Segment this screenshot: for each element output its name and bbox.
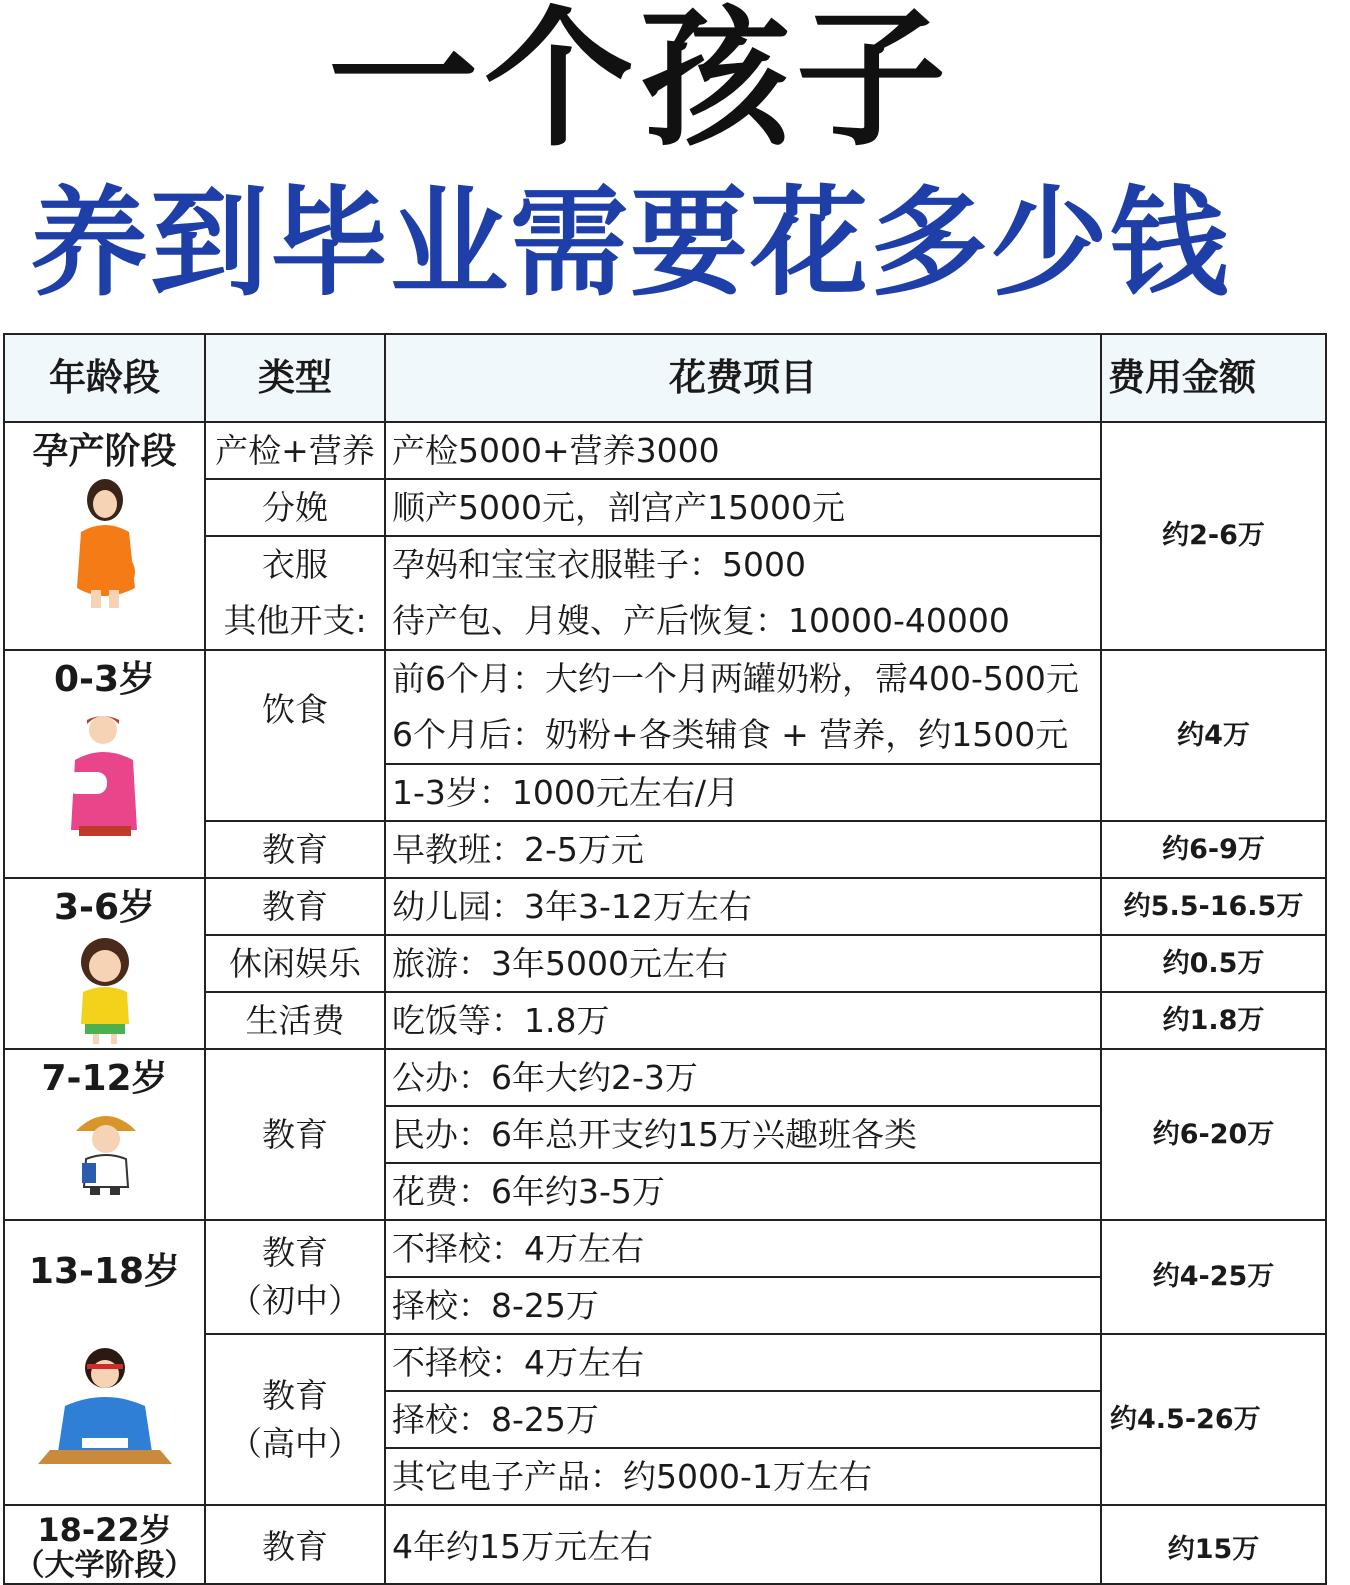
age-sublabel: （大学阶段） bbox=[14, 1547, 195, 1583]
item-cell: 幼儿园：3年3-12万左右 bbox=[385, 878, 1101, 935]
type-label: 教育 bbox=[262, 1233, 328, 1273]
girl-icon bbox=[63, 934, 147, 1046]
amount-cell: 约2-6万 bbox=[1101, 422, 1326, 650]
header-age: 年龄段 bbox=[4, 334, 205, 422]
age-label: 孕产阶段 bbox=[32, 431, 177, 472]
header-amount: 费用金额 bbox=[1101, 334, 1326, 422]
table-header-row bbox=[4, 334, 1326, 422]
item-cell: 1-3岁：1000元左右/月 bbox=[385, 764, 1101, 821]
item-cell: 顺产5000元，剖宫产15000元 bbox=[385, 479, 1101, 536]
item-cell: 旅游：3年5000元左右 bbox=[385, 935, 1101, 992]
item-cell: 不择校：4万左右 bbox=[385, 1220, 1101, 1277]
amount-cell: 约1.8万 bbox=[1101, 992, 1326, 1049]
type-cell: 产检+营养 bbox=[205, 422, 385, 479]
type-cell: 饮食 bbox=[205, 650, 385, 821]
item-cell: 其它电子产品：约5000-1万左右 bbox=[385, 1448, 1101, 1505]
type-cell: 休闲娱乐 bbox=[205, 935, 385, 992]
item-cell: 花费：6年约3-5万 bbox=[385, 1163, 1101, 1220]
item-cell: 择校：8-25万 bbox=[385, 1277, 1101, 1334]
age-label: 3-6岁 bbox=[53, 887, 156, 928]
item-cell: 6个月后：奶粉+各类辅食 + 营养，约1500元 bbox=[385, 707, 1101, 764]
age-cell-3-6 bbox=[4, 878, 205, 1049]
item-cell: 前6个月：大约一个月两罐奶粉，需400-500元 bbox=[385, 650, 1101, 707]
age-cell-pregnancy bbox=[4, 422, 205, 650]
item-cell: 不择校：4万左右 bbox=[385, 1334, 1101, 1391]
age-label: 13-18岁 bbox=[28, 1251, 181, 1292]
item-cell: 待产包、月嫂、产后恢复：10000-40000 bbox=[385, 593, 1101, 650]
age-label: 7-12岁 bbox=[41, 1058, 168, 1099]
type-cell-junior bbox=[205, 1220, 385, 1334]
header-item: 花费项目 bbox=[385, 334, 1101, 422]
student-studying-icon bbox=[30, 1342, 180, 1472]
amount-cell: 约4.5-26万 bbox=[1101, 1334, 1326, 1505]
schoolboy-icon bbox=[70, 1105, 140, 1197]
type-sublabel: （初中） bbox=[229, 1281, 361, 1320]
table-row bbox=[4, 878, 1326, 935]
amount-cell: 约4万 bbox=[1101, 650, 1326, 821]
item-cell: 民办：6年总开支约15万兴趣班各类 bbox=[385, 1106, 1101, 1163]
header-type: 类型 bbox=[205, 334, 385, 422]
type-cell: 教育 bbox=[205, 878, 385, 935]
type-sublabel: （高中） bbox=[229, 1423, 361, 1463]
item-cell: 公办：6年大约2-3万 bbox=[385, 1049, 1101, 1106]
age-label: 18-22岁 bbox=[37, 1511, 172, 1549]
item-cell: 吃饭等：1.8万 bbox=[385, 992, 1101, 1049]
type-cell: 分娩 bbox=[205, 479, 385, 536]
type-label: 教育 bbox=[262, 1375, 328, 1415]
table-row bbox=[4, 1505, 1326, 1584]
type-cell: 教育 bbox=[205, 821, 385, 878]
table-row bbox=[4, 422, 1326, 479]
amount-cell: 约0.5万 bbox=[1101, 935, 1326, 992]
amount-cell: 约6-20万 bbox=[1101, 1049, 1326, 1220]
title-line-1: 一个孩子 bbox=[327, 0, 952, 167]
age-label: 0-3岁 bbox=[53, 659, 156, 700]
table-row bbox=[4, 1220, 1326, 1277]
type-cell: 教育 bbox=[205, 1049, 385, 1220]
type-cell: 衣服 bbox=[205, 536, 385, 593]
pregnant-woman-icon bbox=[65, 478, 145, 610]
age-cell-7-12 bbox=[4, 1049, 205, 1220]
item-cell: 产检5000+营养3000 bbox=[385, 422, 1101, 479]
amount-cell: 约4-25万 bbox=[1101, 1220, 1326, 1334]
type-cell: 其他开支: bbox=[205, 593, 385, 650]
mother-baby-icon bbox=[57, 706, 153, 838]
type-cell: 教育 bbox=[205, 1505, 385, 1584]
cost-table bbox=[3, 333, 1327, 1585]
type-cell: 生活费 bbox=[205, 992, 385, 1049]
table-row bbox=[4, 1049, 1326, 1106]
amount-cell: 约6-9万 bbox=[1101, 821, 1326, 878]
age-cell-18-22 bbox=[4, 1505, 205, 1584]
item-cell: 4年约15万元左右 bbox=[385, 1505, 1101, 1584]
item-cell: 择校：8-25万 bbox=[385, 1391, 1101, 1448]
age-cell-0-3 bbox=[4, 650, 205, 878]
item-cell: 孕妈和宝宝衣服鞋子：5000 bbox=[385, 536, 1101, 593]
age-cell-13-18 bbox=[4, 1220, 205, 1505]
amount-cell: 约15万 bbox=[1101, 1505, 1326, 1584]
table-row bbox=[4, 650, 1326, 707]
type-cell-senior bbox=[205, 1334, 385, 1505]
title-line-2: 养到毕业需要花多少钱 bbox=[30, 174, 1231, 312]
item-cell: 早教班：2-5万元 bbox=[385, 821, 1101, 878]
amount-cell: 约5.5-16.5万 bbox=[1101, 878, 1326, 935]
